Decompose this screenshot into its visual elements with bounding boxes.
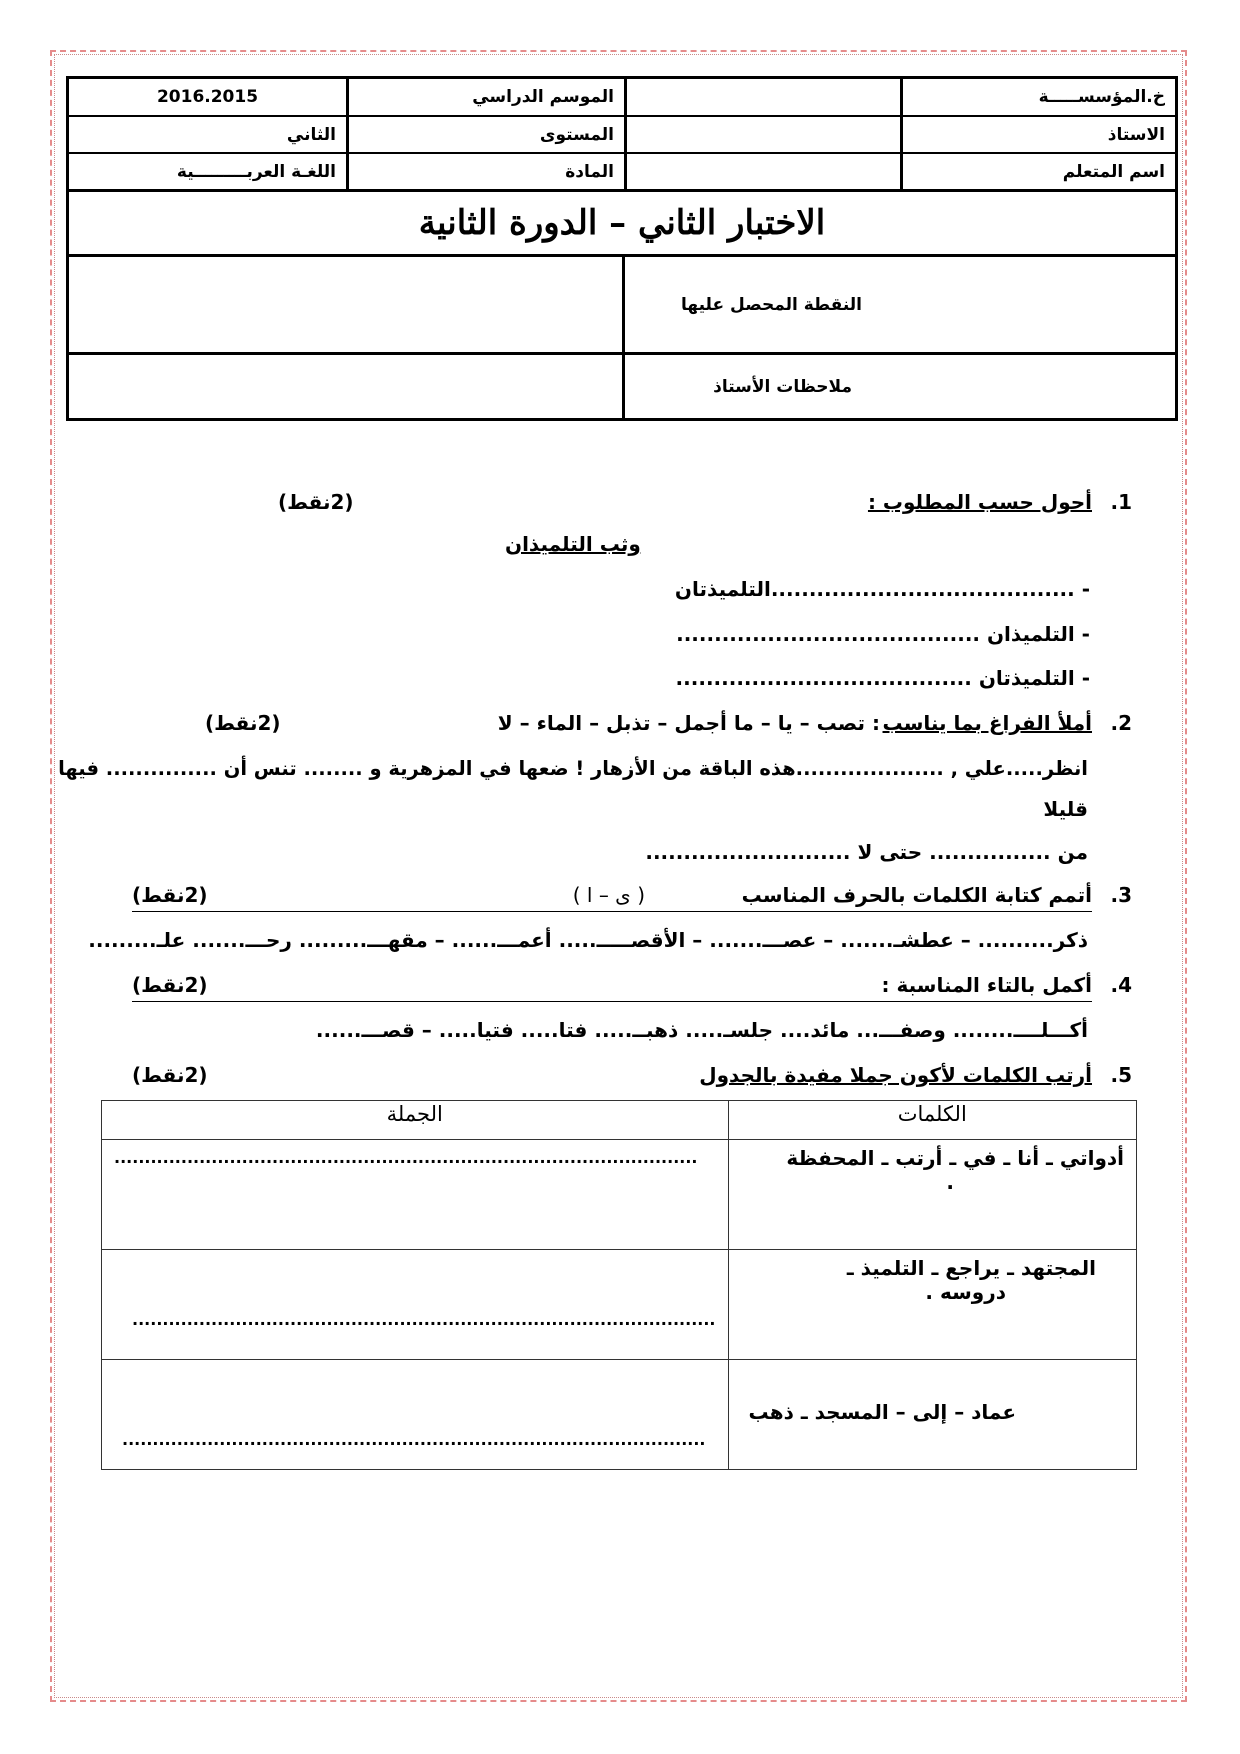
q2-line-2: قليلا [1043, 797, 1088, 821]
q1-base-sentence: وثب التلميذان [505, 532, 641, 556]
school-label: خ.المؤسســـــة [1038, 87, 1165, 107]
table-row [102, 1140, 1137, 1250]
q1-number: 1. [1110, 490, 1132, 514]
q2-number: 2. [1110, 711, 1132, 735]
score-value[interactable] [69, 257, 622, 352]
q5-points: (2نقط) [132, 1063, 208, 1087]
teacher-label: الاستاذ [1107, 124, 1165, 145]
col-sentence-header: الجملة [102, 1101, 729, 1140]
row-1-words: أدواتي ـ أنا ـ في ـ أرتب ـ المحفظة [786, 1146, 1124, 1170]
q2-line-1: انظر.....علي , ....................هذه الباقة من الأزهار ! ضعها في المزهرية و ........ تنس أن ............... فيها [58, 757, 1088, 780]
q4-underline [132, 1001, 1092, 1002]
header-row-teacher [69, 117, 1175, 154]
q4-points: (2نقط) [132, 973, 208, 997]
subject-label: المادة [565, 161, 614, 182]
q1-title: أحول حسب المطلوب : [867, 490, 1092, 514]
header-row-school [69, 79, 1175, 117]
table-row [102, 1250, 1137, 1360]
table-row [102, 1360, 1137, 1470]
q2-points: (2نقط) [205, 711, 281, 735]
row-1-answer-line[interactable]: ................................................................................................ [114, 1148, 698, 1167]
level-value: الثاني [286, 124, 336, 145]
row-1-words-end: . [946, 1170, 954, 1194]
q3-number: 3. [1110, 883, 1132, 907]
q2-options: : تصب – يا – ما أجمل – تذبل – الماء – لا [497, 711, 880, 735]
row-2-answer-line[interactable]: ................................................................................................ [132, 1310, 716, 1329]
q3-points: (2نقط) [132, 883, 208, 907]
row-3-words: عماد – إلى – المسجد ـ ذهب [748, 1400, 1016, 1424]
notes-row [69, 355, 1175, 418]
notes-label: ملاحظات الأستاذ [713, 376, 852, 397]
q3-title: أتمم كتابة الكلمات بالحرف المناسب [741, 883, 1092, 907]
student-label: اسم المتعلم [1062, 161, 1165, 182]
q1-points: (2نقط) [278, 490, 354, 514]
q2-title: أملأ الفراغ بما يناسب [882, 711, 1092, 735]
score-row [69, 257, 1175, 355]
subject-value: اللغـة العربـــــــــية [176, 161, 336, 182]
exam-title: الاختبار الثاني – الدورة الثانية [69, 192, 1175, 257]
header-row-student [69, 154, 1175, 192]
row-3-answer-line[interactable]: ................................................................................................ [122, 1430, 706, 1449]
q1-item-3: - التلميذتان ....................................... [675, 666, 1090, 690]
q1-item-2: - التلميذان ........................................ [676, 622, 1090, 646]
q3-line: ذكر.......... – عطشـ....... – عصـــ....... – الأقصـــــ..... أعمـــ...... – مقهـــ......... رحـــ....... علـ......... [88, 928, 1088, 952]
q5-number: 5. [1110, 1063, 1132, 1087]
level-label: المستوى [539, 124, 614, 145]
school-value[interactable] [624, 79, 900, 115]
student-value[interactable] [624, 154, 900, 189]
q3-underline [132, 911, 1092, 912]
header-table [66, 76, 1178, 421]
q5-title: أرتب الكلمات لأكون جملا مفيدة بالجدول [699, 1063, 1092, 1087]
q4-number: 4. [1110, 973, 1132, 997]
score-label: النقطة المحصل عليها [681, 294, 862, 315]
season-label: الموسم الدراسي [472, 87, 614, 107]
row-2-words-end: دروسه . [925, 1280, 1006, 1304]
row-2-words: المجتهد ـ يراجع ـ التلميذ ـ [846, 1256, 1096, 1280]
q5-table [101, 1100, 1137, 1470]
season-value: 2016.2015 [156, 87, 259, 107]
q2-line-3: من ................ حتى لا ........................... [645, 840, 1088, 864]
notes-value[interactable] [69, 355, 622, 418]
q4-line: أكـــلــــ........ وصفـــ... مائد.... جلسـ..... ذهبــ..... فتا..... فتيا..... – قصـــ...... [315, 1018, 1088, 1042]
col-words-header: الكلمات [728, 1101, 1137, 1140]
q3-hint: ( ى – ا ) [572, 883, 645, 907]
teacher-value[interactable] [624, 117, 900, 152]
q4-title: أكمل بالتاء المناسبة : [881, 973, 1092, 997]
q1-item-1: - ........................................التلميذتان [674, 577, 1090, 601]
